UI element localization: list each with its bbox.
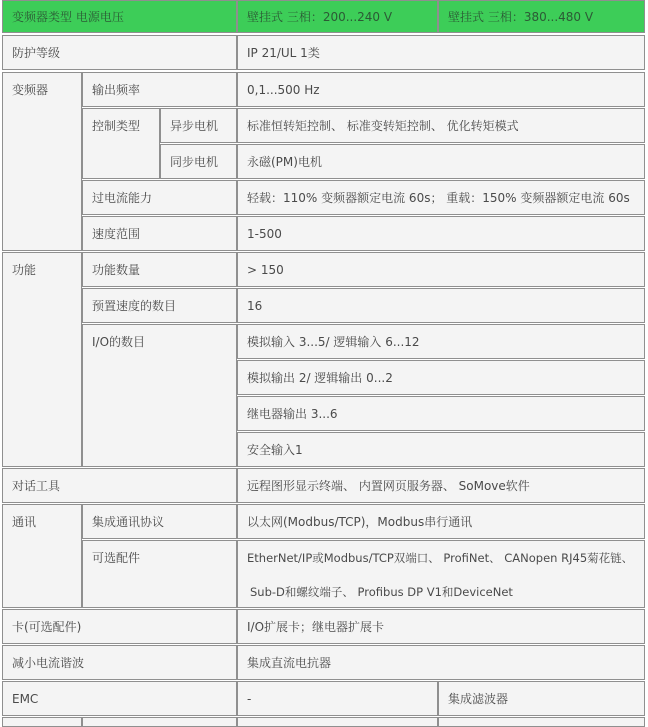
speed-range-label: 速度范围 bbox=[82, 216, 237, 251]
cards-label: 卡(可选配件) bbox=[2, 609, 237, 644]
io-value-analog-logic-inputs: 模拟输入 3...5/ 逻辑输入 6...12 bbox=[237, 324, 645, 359]
dialog-tools-label: 对话工具 bbox=[2, 468, 237, 503]
integrated-protocols-value: 以太网(Modbus/TCP)，Modbus串行通讯 bbox=[237, 504, 645, 539]
async-motor-value: 标准恒转矩控制、 标准变转矩控制、 优化转矩模式 bbox=[237, 108, 645, 143]
dialog-tools-value: 远程图形显示终端、 内置网页服务器、 SoMove软件 bbox=[237, 468, 645, 503]
optional-accessories-label: 可选配件 bbox=[82, 540, 237, 608]
output-frequency-value: 0,1...500 Hz bbox=[237, 72, 645, 107]
next-row-cell-2 bbox=[82, 717, 237, 727]
next-row-cell-1 bbox=[2, 717, 82, 727]
overcurrent-value: 轻载：110% 变频器额定电流 60s； 重载：150% 变频器额定电流 60s bbox=[237, 180, 645, 215]
io-value-analog-logic-outputs: 模拟输出 2/ 逻辑输出 0...2 bbox=[237, 360, 645, 395]
cards-value: I/O扩展卡；继电器扩展卡 bbox=[237, 609, 645, 644]
optional-accessories-line-2: Sub-D和螺纹端子、 Profibus DP V1和DeviceNet bbox=[250, 585, 513, 599]
function-count-value: > 150 bbox=[237, 252, 645, 287]
harmonics-value: 集成直流电抗器 bbox=[237, 645, 645, 680]
async-motor-label: 异步电机 bbox=[160, 108, 237, 143]
header-voltage-200-240: 壁挂式 三相：200...240 V bbox=[237, 0, 438, 33]
next-row-cell-4 bbox=[438, 717, 645, 727]
control-type-label: 控制类型 bbox=[82, 108, 160, 179]
sync-motor-value: 永磁(PM)电机 bbox=[237, 144, 645, 179]
function-group-label: 功能 bbox=[2, 252, 82, 467]
harmonics-label: 减小电流谐波 bbox=[2, 645, 237, 680]
speed-range-value: 1-500 bbox=[237, 216, 645, 251]
protection-value: IP 21/UL 1类 bbox=[237, 35, 645, 70]
io-value-relay-outputs: 继电器输出 3...6 bbox=[237, 396, 645, 431]
function-count-label: 功能数量 bbox=[82, 252, 237, 287]
sync-motor-label: 同步电机 bbox=[160, 144, 237, 179]
header-drive-type: 变频器类型 电源电压 bbox=[2, 0, 237, 33]
emc-value-200-240: - bbox=[237, 681, 438, 716]
next-row-cell-3 bbox=[237, 717, 438, 727]
comm-group-label: 通讯 bbox=[2, 504, 82, 608]
preset-speeds-label: 预置速度的数目 bbox=[82, 288, 237, 323]
optional-accessories-line-1: EtherNet/IP或Modbus/TCP双端口、 ProfiNet、 CANopen RJ45菊花链、 bbox=[247, 551, 634, 565]
io-value-safety-input: 安全输入1 bbox=[237, 432, 645, 467]
preset-speeds-value: 16 bbox=[237, 288, 645, 323]
overcurrent-label: 过电流能力 bbox=[82, 180, 237, 215]
emc-label: EMC bbox=[2, 681, 237, 716]
integrated-protocols-label: 集成通讯协议 bbox=[82, 504, 237, 539]
output-frequency-label: 输出频率 bbox=[82, 72, 237, 107]
protection-label: 防护等级 bbox=[2, 35, 237, 70]
emc-value-380-480: 集成滤波器 bbox=[438, 681, 645, 716]
drive-group-label: 变频器 bbox=[2, 72, 82, 251]
io-count-label: I/O的数目 bbox=[82, 324, 237, 467]
header-voltage-380-480: 壁挂式 三相：380...480 V bbox=[438, 0, 645, 33]
optional-accessories-value bbox=[237, 540, 645, 608]
